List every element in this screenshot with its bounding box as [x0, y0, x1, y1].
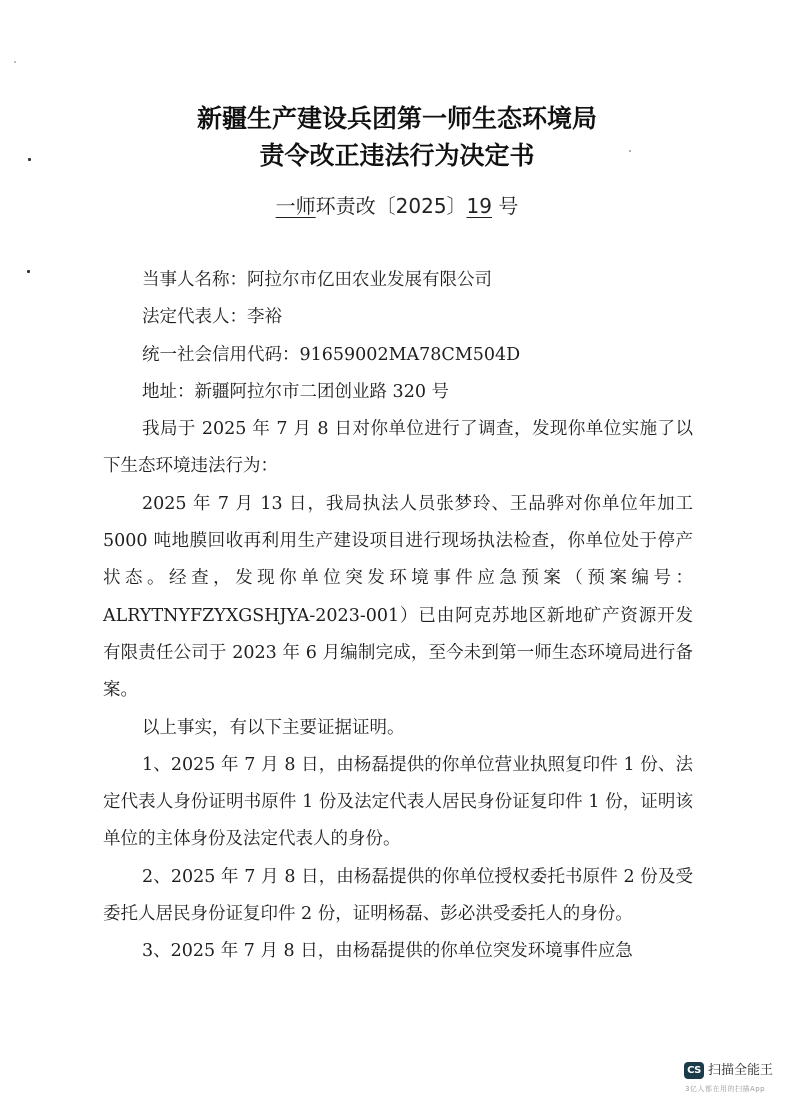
paragraph-evidence-1: 1、2025 年 7 月 8 日，由杨磊提供的你单位营业执照复印件 1 份、法定代表人身份证明书原件 1 份及法定代表人居民身份证复印件 1 份，证明该单位的主体身份及法定代表人的身份。 — [103, 754, 693, 850]
doc-number-suffix: 号 — [492, 194, 519, 218]
paragraph-violation-facts: 2025 年 7 月 13 日，我局执法人员张梦玲、王品骅对你单位年加工 5000 吨地膜回收再利用生产建设项目进行现场执法检查，你单位处于停产状态。经查，发现你单位突发环境事件应急预案（预案编号：ALRYTNYFZYXGSHJYA-2023-001）已由阿克苏地区新地矿产资源开发有限责任公司于 2023 年 6 月编制完成，至今未到第一师生态环境局进行备案。 — [103, 493, 693, 701]
field-party-name — [103, 262, 693, 299]
field-label: 法定代表人： — [142, 307, 247, 328]
field-credit-code — [103, 337, 693, 374]
camscanner-watermark — [684, 1062, 794, 1102]
scan-speck — [27, 270, 30, 273]
field-label: 地址： — [142, 381, 195, 402]
document-number — [0, 190, 794, 219]
doc-number-serial: 19 — [466, 194, 492, 218]
camscanner-app-name: 扫描全能王 — [708, 1063, 774, 1078]
field-label: 统一社会信用代码： — [142, 344, 300, 365]
doc-number-prefix: 环责改〔2025〕 — [315, 194, 467, 218]
scan-speck — [14, 61, 16, 63]
paragraph-evidence-3: 3、2025 年 7 月 8 日，由杨磊提供的你单位突发环境事件应急 — [142, 941, 633, 962]
field-value: 新疆阿拉尔市二团创业路 320 号 — [194, 381, 450, 402]
paragraph-evidence-2: 2、2025 年 7 月 8 日，由杨磊提供的你单位授权委托书原件 2 份及受委托人居民身份证复印件 2 份，证明杨磊、彭必洪受委托人的身份。 — [103, 866, 693, 925]
document-title-line-1: 新疆生产建设兵团第一师生态环境局 — [196, 104, 597, 133]
field-value: 李裕 — [247, 307, 282, 328]
field-address — [103, 374, 693, 411]
field-value: 91659002MA78CM504D — [299, 344, 521, 365]
field-legal-representative — [103, 299, 693, 336]
camscanner-tagline: 3亿人都在用的扫描App — [685, 1085, 766, 1093]
document-title-line-2: 责令改正违法行为决定书 — [259, 141, 535, 170]
document-body — [103, 262, 693, 971]
field-value: 阿拉尔市亿田农业发展有限公司 — [247, 270, 492, 290]
doc-number-issuer: 一师 — [275, 194, 316, 218]
paragraph-evidence-intro: 以上事实，有以下主要证据证明。 — [142, 717, 405, 738]
field-label: 当事人名称： — [142, 270, 247, 290]
paragraph-investigation: 我局于 2025 年 7 月 8 日对你单位进行了调查，发现你单位实施了以下生态环境违法行为： — [103, 419, 693, 477]
camscanner-logo-icon: CS — [684, 1062, 704, 1079]
